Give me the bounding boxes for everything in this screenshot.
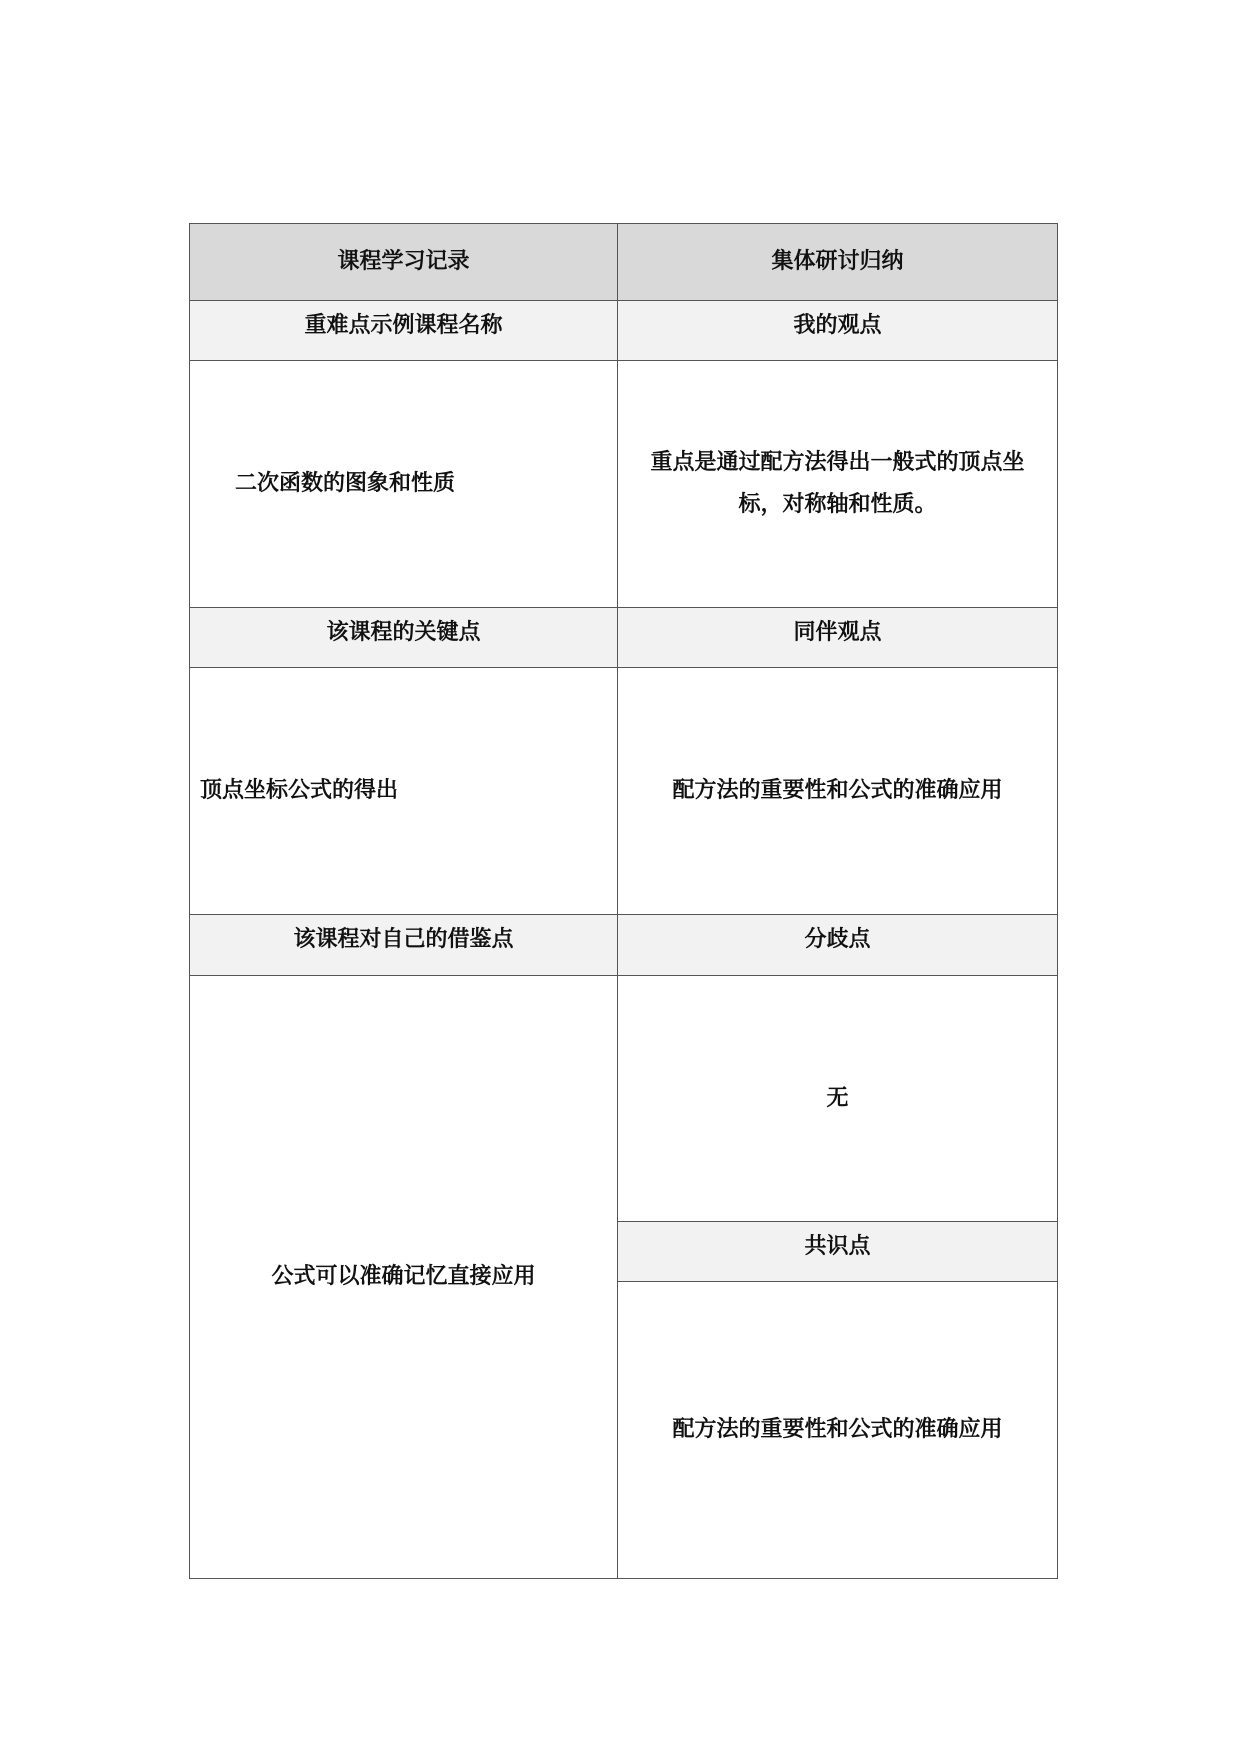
row-divider — [190, 360, 1057, 361]
label-disagreement — [618, 915, 1057, 975]
label-key-course-name — [190, 301, 617, 360]
course-record-table — [189, 223, 1058, 1579]
column-divider — [617, 224, 618, 1578]
value-course-name — [190, 361, 617, 607]
header-group-discussion — [618, 224, 1057, 300]
row-divider — [190, 300, 1057, 301]
row-divider — [618, 1221, 1057, 1222]
value-consensus — [618, 1282, 1057, 1578]
value-takeaways — [190, 976, 617, 1578]
label-peer-view — [618, 608, 1057, 667]
value-course-name-text: 二次函数的图象和性质 — [235, 471, 456, 496]
value-consensus-text: 配方法的重要性和公式的准确应用 — [672, 1417, 1003, 1442]
label-key-points — [190, 608, 617, 667]
value-peer-view-text: 配方法的重要性和公式的准确应用 — [672, 778, 1003, 803]
value-peer-view — [618, 668, 1057, 914]
header-course-record — [190, 224, 617, 300]
header-group-discussion-text: 集体研讨归纳 — [771, 249, 904, 274]
label-peer-view-text: 同伴观点 — [793, 620, 882, 645]
row-divider — [618, 1281, 1057, 1282]
label-my-view-text: 我的观点 — [793, 313, 882, 338]
row-divider — [190, 607, 1057, 608]
label-consensus-text: 共识点 — [804, 1234, 871, 1259]
row-divider — [190, 914, 1057, 915]
label-key-course-name-text: 重难点示例课程名称 — [304, 313, 503, 338]
label-takeaways — [190, 915, 617, 975]
label-key-points-text: 该课程的关键点 — [326, 620, 481, 645]
label-disagreement-text: 分歧点 — [804, 927, 871, 952]
value-disagreement-text: 无 — [826, 1085, 849, 1111]
value-disagreement — [618, 976, 1057, 1221]
value-my-view-text: 重点是通过配方法得出一般式的顶点坐标，对称轴和性质。 — [650, 450, 1025, 517]
row-divider — [190, 667, 1057, 668]
value-my-view — [618, 361, 1057, 607]
value-key-points-text: 顶点坐标公式的得出 — [200, 778, 399, 803]
label-takeaways-text: 该课程对自己的借鉴点 — [293, 927, 514, 952]
label-my-view — [618, 301, 1057, 360]
value-takeaways-text: 公式可以准确记忆直接应用 — [271, 1264, 536, 1289]
value-key-points — [190, 668, 617, 914]
row-divider — [190, 975, 1057, 976]
header-course-record-text: 课程学习记录 — [337, 249, 470, 274]
label-consensus — [618, 1222, 1057, 1281]
